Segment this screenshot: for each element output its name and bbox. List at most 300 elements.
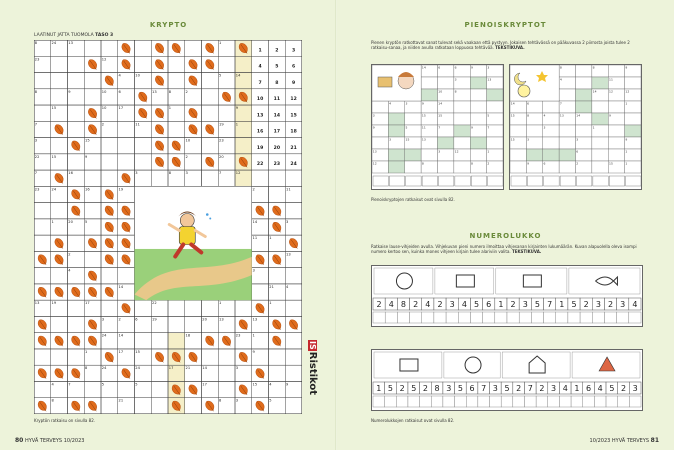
- digit: 3: [449, 300, 455, 309]
- mini-cell: [510, 161, 526, 173]
- cell-number: 1: [85, 349, 88, 354]
- leaf-clue-icon: [70, 139, 83, 153]
- clue-picture-frame: [435, 268, 494, 294]
- cell-number: 4: [269, 382, 272, 387]
- grid-cell: [51, 316, 68, 332]
- leaf-clue-icon: [153, 139, 166, 153]
- digit: 2: [413, 300, 419, 309]
- grid-cell: [285, 398, 302, 414]
- grid-cell: [202, 138, 219, 154]
- mini-cell-number: 7: [559, 101, 562, 106]
- cell-number: 7: [68, 382, 71, 387]
- mini-krypto-1-svg: [372, 65, 503, 189]
- grid-cell: [51, 203, 68, 219]
- cell-number: 21: [118, 398, 124, 403]
- digit: 5: [504, 384, 510, 393]
- answer-cell: [443, 396, 455, 407]
- cell-number: 1: [219, 41, 222, 45]
- answer-cell: [511, 176, 526, 186]
- cell-number: 1: [219, 301, 222, 306]
- cell-number: 23: [34, 187, 40, 192]
- mini-cell: [388, 113, 404, 125]
- cell-number: 15: [135, 349, 140, 354]
- answer-cell: [488, 176, 503, 186]
- mini-cell-number: 15: [438, 113, 443, 118]
- cell-number: 24: [101, 366, 107, 371]
- key-number: 6: [292, 64, 296, 70]
- leaf-clue-icon: [137, 107, 150, 121]
- mini-cell-number: 9: [609, 113, 611, 118]
- key-number: 1: [258, 48, 262, 54]
- key-number: 8: [275, 80, 279, 86]
- mini-cell: [372, 137, 388, 149]
- cell-number: 14: [202, 366, 207, 371]
- grid-cell: [285, 349, 302, 365]
- leaf-clue-icon: [187, 58, 200, 72]
- mini-cell: [526, 125, 542, 137]
- digit: 5: [411, 384, 417, 393]
- mini-cell: [608, 125, 624, 137]
- leaf-clue-icon: [153, 74, 166, 88]
- answer-cell: [420, 396, 432, 407]
- leaf-clue-icon: [120, 253, 133, 267]
- mini-cell-number: 6: [543, 161, 546, 166]
- cell-number: 8: [219, 398, 222, 403]
- cell-number: 10: [185, 138, 191, 143]
- cell-number: 15: [51, 106, 57, 111]
- grid-cell: [68, 121, 85, 137]
- cell-number: 3: [252, 268, 255, 273]
- digit: 8: [434, 384, 440, 393]
- digit: 3: [446, 384, 452, 393]
- answer-cell: [408, 396, 420, 407]
- digit: 3: [595, 300, 601, 309]
- mini-cell: [559, 149, 575, 161]
- mini-cell: [592, 149, 608, 161]
- leaf-clue-icon: [187, 350, 200, 364]
- leaf-clue-icon: [120, 172, 133, 186]
- answer-cell: [422, 176, 437, 186]
- leaf-clue-icon: [86, 237, 99, 251]
- cell-number: 7: [34, 122, 38, 127]
- mini-cell: [592, 77, 608, 89]
- grid-cell: [101, 268, 118, 284]
- grid-cell: [285, 333, 302, 349]
- cell-number: 14: [118, 284, 124, 289]
- krypto-grid[interactable]: [34, 40, 302, 414]
- digit: 4: [461, 300, 467, 309]
- grid-cell: [101, 40, 118, 56]
- mini-cell: [559, 137, 575, 149]
- mini-cell-number: 3: [527, 137, 530, 142]
- answer-cell: [548, 396, 560, 407]
- mini-cell-number: 9: [527, 161, 530, 166]
- leaf-clue-icon: [103, 188, 116, 202]
- leaf-clue-icon: [204, 123, 217, 137]
- mini-cell-number: 9: [625, 65, 628, 70]
- cell-number: 24: [135, 366, 140, 371]
- digit: 2: [620, 384, 627, 393]
- cell-number: 1: [168, 106, 172, 111]
- grid-cell: [185, 398, 202, 414]
- grid-cell: [202, 73, 222, 89]
- leaf-clue-icon: [254, 399, 267, 413]
- grid-cell: [218, 365, 235, 381]
- answer-cell: [385, 396, 397, 407]
- cell-number: 6: [118, 89, 121, 94]
- cell-number: 5: [269, 398, 272, 403]
- grid-cell: [68, 235, 85, 251]
- cell-number: 3: [235, 398, 239, 403]
- key-number: 2: [275, 48, 279, 54]
- alarm-clock-icon: [518, 85, 530, 97]
- mini-cell: [470, 149, 486, 161]
- mini-cell-number: 12: [625, 89, 630, 94]
- digit: 1: [498, 300, 504, 309]
- right-page-number: 81: [650, 437, 659, 444]
- leaf-clue-icon: [204, 58, 217, 72]
- cell-number: 17: [202, 382, 207, 387]
- grid-cell: [68, 154, 85, 170]
- leaf-clue-icon: [70, 399, 83, 413]
- key-cell: [269, 170, 286, 186]
- right-folio-text: 10/2023 HYVÄ TERVEYS: [589, 438, 650, 444]
- mini-cell: [372, 101, 388, 113]
- cell-number: 13: [252, 317, 258, 322]
- answer-cell: [568, 312, 580, 323]
- cell-number: 19: [118, 187, 124, 192]
- cell-number: 14: [118, 333, 124, 338]
- grid-cell: [135, 154, 152, 170]
- cell-number: 15: [85, 138, 90, 143]
- mini-cell: [438, 161, 454, 173]
- answer-cell: [592, 312, 604, 323]
- cell-number: 3: [286, 219, 289, 224]
- digit: 2: [437, 300, 443, 309]
- answer-cell: [439, 176, 454, 186]
- answer-cell: [458, 312, 470, 323]
- grid-cell: [34, 235, 51, 251]
- cell-number: 7: [219, 171, 222, 176]
- mini-krypto-2[interactable]: [509, 64, 642, 190]
- cell-number: 9: [252, 349, 255, 354]
- mini-cell-number: 1: [487, 149, 490, 154]
- mini-cell: [543, 101, 559, 113]
- leaf-clue-icon: [86, 334, 99, 348]
- cell-number: 21: [269, 284, 274, 289]
- cell-number: 17: [85, 301, 90, 306]
- mini-cell: [454, 125, 470, 137]
- pienoiskryptot-title: PIENOISKRYPTOT: [464, 21, 547, 29]
- leaf-clue-icon: [70, 188, 83, 202]
- mini-cell: [576, 89, 592, 101]
- cell-number: 23: [34, 57, 40, 62]
- cell-number: 24: [101, 333, 107, 338]
- mini-cell: [592, 161, 608, 173]
- mini-cell-number: 8: [592, 65, 595, 70]
- grid-cell: [118, 138, 135, 154]
- answer-cell: [455, 176, 470, 186]
- leaf-clue-icon: [254, 367, 267, 381]
- cell-number: 11: [135, 122, 140, 127]
- grid-cell: [51, 138, 68, 154]
- cell-number: 7: [34, 171, 38, 176]
- mini-cell: [454, 101, 470, 113]
- clue-picture-frame: [569, 268, 640, 294]
- grid-cell: [34, 381, 51, 397]
- answer-cell: [455, 396, 467, 407]
- mini-cell-number: 3: [576, 137, 579, 142]
- leaf-clue-icon: [36, 399, 49, 413]
- leaf-clue-icon: [120, 204, 133, 218]
- cell-number: 8: [34, 89, 38, 94]
- cell-number: 9: [68, 89, 71, 94]
- mini-cell: [470, 113, 486, 125]
- grid-cell: [101, 138, 118, 154]
- grid-cell: [84, 40, 101, 56]
- leaf-clue-icon: [36, 285, 49, 299]
- mini-cell: [576, 65, 592, 77]
- cell-number: 3: [185, 171, 188, 176]
- grid-cell: [34, 268, 51, 284]
- mini-cell: [592, 113, 608, 125]
- right-folio: [590, 437, 659, 444]
- digit: 7: [547, 300, 553, 309]
- leaf-clue-icon: [120, 41, 133, 55]
- grid-cell: [101, 170, 118, 186]
- leaf-clue-icon: [53, 253, 66, 267]
- cell-number: 11: [252, 236, 258, 241]
- answer-cell: [544, 176, 559, 186]
- leaf-clue-icon: [271, 334, 284, 348]
- grid-cell: [68, 349, 88, 365]
- left-page-number: 80: [15, 437, 24, 444]
- answer-cell: [617, 312, 629, 323]
- mini-cell-number: 8: [454, 89, 457, 94]
- mini-cell-number: 8: [559, 65, 562, 70]
- grid-cell: [168, 121, 185, 137]
- cell-number: 22: [152, 301, 157, 306]
- answer-cell: [580, 312, 592, 323]
- cell-number: 5: [101, 382, 105, 387]
- leaf-clue-icon: [187, 383, 200, 397]
- mini-krypto-2-svg: [510, 65, 641, 189]
- cell-number: 18: [185, 333, 191, 338]
- numerolukko-1[interactable]: [371, 265, 643, 327]
- digit: 1: [376, 384, 382, 393]
- leaf-clue-icon: [204, 399, 217, 413]
- cell-number: 10: [101, 106, 107, 111]
- leaf-clue-icon: [204, 41, 217, 55]
- leaf-clue-icon: [103, 237, 116, 251]
- clue-picture-frame: [444, 352, 500, 378]
- cell-number: 3: [101, 317, 105, 322]
- grid-cell: [68, 105, 85, 121]
- cell-number: 3: [34, 138, 38, 143]
- mini-cell-number: 4: [389, 101, 392, 106]
- leaf-clue-icon: [86, 285, 99, 299]
- mini-cell-number: 3: [438, 149, 441, 154]
- mini-cell: [421, 89, 437, 101]
- digit: 2: [399, 384, 405, 393]
- mini-cell: [510, 125, 526, 137]
- answer-cell: [373, 396, 385, 407]
- leaf-clue-icon: [86, 123, 99, 137]
- leaf-clue-icon: [287, 237, 300, 251]
- mini-cell: [487, 137, 503, 149]
- grid-cell: [84, 203, 101, 219]
- cell-number: 8: [34, 41, 38, 45]
- mini-cell-number: 3: [454, 77, 457, 82]
- cell-number: 16: [68, 171, 73, 176]
- cell-number: 2: [101, 122, 105, 127]
- krypto-title: KRYPTO: [149, 21, 188, 29]
- mini-cell-number: 15: [510, 137, 515, 142]
- key-number: 9: [292, 80, 296, 86]
- byline-author: LAATINUT JATTA TUOMOLA: [34, 33, 94, 38]
- key-number: 4: [258, 64, 262, 70]
- digit: 5: [457, 384, 463, 393]
- digit: 1: [559, 300, 565, 309]
- krypto-grid-svg: [34, 40, 302, 414]
- answer-cell: [422, 312, 434, 323]
- runner-shirt: [179, 226, 195, 244]
- grid-cell: [51, 268, 68, 284]
- pienoiskryptot-instructions: [371, 40, 646, 50]
- leaf-clue-icon: [53, 285, 66, 299]
- grid-cell: [51, 349, 68, 365]
- leaf-clue-icon: [237, 318, 250, 332]
- key-number: 21: [290, 145, 297, 151]
- cell-number: 4: [68, 268, 71, 273]
- cell-number: 1: [252, 333, 255, 338]
- mini-cell-number: 10: [438, 89, 443, 94]
- leaf-clue-icon: [220, 90, 233, 104]
- runner-head-icon: [180, 213, 194, 227]
- cell-number: 2: [185, 89, 188, 94]
- digit: 3: [620, 300, 626, 309]
- key-number: 10: [256, 97, 264, 103]
- grid-cell: [135, 333, 152, 349]
- digit: 5: [473, 300, 480, 309]
- key-number: 17: [273, 129, 281, 135]
- answer-cell: [618, 396, 630, 407]
- clue-picture-frame: [496, 268, 567, 294]
- cell-number: 8: [85, 366, 88, 371]
- grid-cell: [168, 56, 185, 72]
- leaf-clue-icon: [103, 253, 116, 267]
- mini-cell: [625, 77, 641, 89]
- leaf-clue-icon: [153, 350, 166, 364]
- sweat-drop: [206, 213, 209, 216]
- cell-number: 3: [235, 366, 239, 371]
- mini-cell-number: 3: [543, 125, 546, 130]
- key-number: 13: [256, 113, 264, 119]
- grid-cell: [202, 89, 219, 105]
- grid-cell: [269, 349, 286, 365]
- mini-cell-number: 6: [438, 65, 441, 70]
- mini-cell-number: 11: [421, 125, 426, 130]
- mini-cell: [421, 77, 437, 89]
- leaf-clue-icon: [70, 367, 83, 381]
- numero-instr-text: Ratkaise lause-vihjeiden avulla. Vihjekuvan pieni numero ilmoittaa vihjesanan kirjainten lukumäärän. Kuvan alapuolella oleva isompi numero kertoo sen, kuinka mones vihjeen kirjain tulee alariviin valita.: [371, 244, 637, 254]
- leaf-clue-icon: [36, 334, 49, 348]
- leaf-clue-icon: [153, 123, 166, 137]
- krypto-byline: [34, 33, 113, 38]
- cell-number: 24: [51, 41, 57, 45]
- leaf-clue-icon: [86, 318, 99, 332]
- grid-cell: [84, 89, 101, 105]
- leaf-clue-icon: [70, 285, 83, 299]
- sweat-drop: [209, 217, 211, 219]
- cell-number: 10: [101, 89, 107, 94]
- cell-number: 6: [135, 317, 138, 322]
- mini-cell: [625, 125, 641, 137]
- mini-cell-number: 15: [405, 137, 410, 142]
- mini-cell-number: 9: [421, 101, 424, 106]
- mini-cell-number: 15: [421, 113, 426, 118]
- cell-number: 14: [235, 73, 241, 78]
- cell-number: 15: [51, 154, 57, 159]
- mini-cell: [470, 89, 486, 101]
- grid-cell: [34, 349, 51, 365]
- grid-cell: [151, 398, 168, 414]
- answer-cell: [373, 312, 385, 323]
- leaf-clue-icon: [53, 237, 66, 251]
- answer-cell: [478, 396, 490, 407]
- grid-cell: [168, 73, 185, 89]
- grid-cell: [151, 381, 168, 397]
- mini-cell-number: 9: [471, 125, 473, 130]
- answer-cell: [544, 312, 556, 323]
- mini-cell: [559, 89, 575, 101]
- mini-cell: [510, 149, 526, 161]
- mini-cell-number: 4: [559, 77, 562, 82]
- mini-cell: [526, 149, 542, 161]
- grid-cell: [68, 73, 85, 89]
- leaf-clue-icon: [137, 90, 150, 104]
- mini-cell: [608, 149, 624, 161]
- mini-cell-number: 13: [372, 149, 377, 154]
- mini-cell-number: 12: [372, 161, 377, 166]
- mini-cell: [487, 101, 503, 113]
- key-number: 12: [290, 97, 297, 103]
- leaf-clue-icon: [103, 285, 116, 299]
- numerolukko-2[interactable]: [371, 349, 643, 411]
- numerolukko-instructions: [371, 244, 646, 254]
- grid-cell: [235, 300, 252, 316]
- mini-cell-number: 1: [625, 101, 628, 106]
- numero-instr-bold: TEKSTIKUVA.: [511, 249, 542, 254]
- leaf-clue-icon: [237, 383, 250, 397]
- answer-cell: [609, 176, 624, 186]
- key-number: 18: [290, 129, 297, 135]
- leaf-clue-icon: [271, 318, 284, 332]
- grid-cell: [34, 219, 51, 235]
- answer-cell: [389, 176, 404, 186]
- grid-cell: [202, 300, 222, 316]
- leaf-clue-icon: [36, 318, 49, 332]
- mini-cell-number: 4: [543, 113, 546, 118]
- answer-cell: [471, 176, 486, 186]
- grid-cell: [168, 316, 185, 332]
- mini-cell-number: 5: [405, 125, 408, 130]
- leaf-clue-icon: [220, 334, 233, 348]
- leaf-clue-icon: [170, 155, 183, 169]
- mini-cell: [487, 89, 503, 101]
- mini-krypto-1[interactable]: [371, 64, 504, 190]
- digit: 1: [574, 384, 580, 393]
